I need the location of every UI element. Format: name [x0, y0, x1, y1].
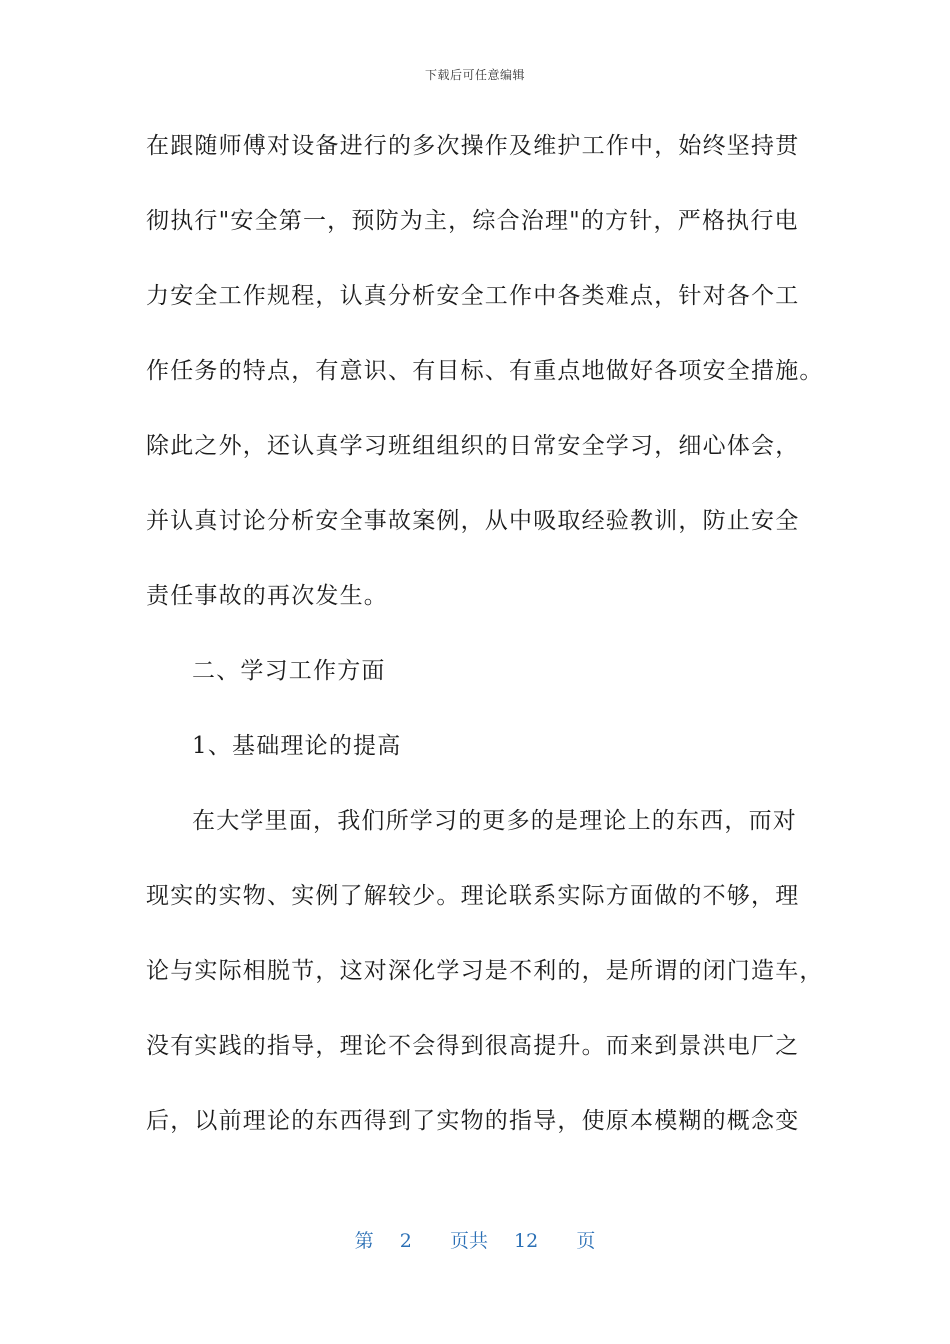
paragraph-line: 除此之外，还认真学习班组组织的日常安全学习，细心体会，: [146, 433, 800, 459]
total-pages-number: 12: [514, 1230, 539, 1252]
footer-suffix: 页: [576, 1230, 596, 1252]
page-footer: [0, 1226, 950, 1253]
paragraph-line: 责任事故的再次发生。: [146, 583, 388, 609]
paragraph-line: 彻执行"安全第一，预防为主，综合治理"的方针，严格执行电: [146, 208, 799, 234]
paragraph-line: 并认真讨论分析安全事故案例，从中吸取经验教训，防止安全: [146, 508, 800, 534]
document-body: [146, 120, 826, 1170]
paragraph-line: 作任务的特点，有意识、有目标、有重点地做好各项安全措施。: [146, 358, 824, 384]
section-heading: 二、学习工作方面: [192, 658, 386, 684]
footer-prefix: 第: [354, 1230, 374, 1252]
paragraph-line: 没有实践的指导，理论不会得到很高提升。而来到景洪电厂之: [146, 1033, 800, 1059]
paragraph-line: 现实的实物、实例了解较少。理论联系实际方面做的不够，理: [146, 883, 800, 909]
paragraph-line: 在大学里面，我们所学习的更多的是理论上的东西，而对: [192, 808, 797, 834]
paragraph-line: 在跟随师傅对设备进行的多次操作及维护工作中，始终坚持贯: [146, 133, 800, 159]
footer-middle: 页共: [449, 1230, 488, 1252]
subsection-heading: 1、基础理论的提高: [192, 733, 402, 759]
paragraph-line: 力安全工作规程，认真分析安全工作中各类难点，针对各个工: [146, 283, 800, 309]
current-page-number: 2: [399, 1230, 412, 1252]
paragraph-line: 后，以前理论的东西得到了实物的指导，使原本模糊的概念变: [146, 1108, 800, 1134]
paragraph-line: 论与实际相脱节，这对深化学习是不利的，是所谓的闭门造车，: [146, 958, 824, 984]
header-note: 下载后可任意编辑: [424, 68, 525, 82]
